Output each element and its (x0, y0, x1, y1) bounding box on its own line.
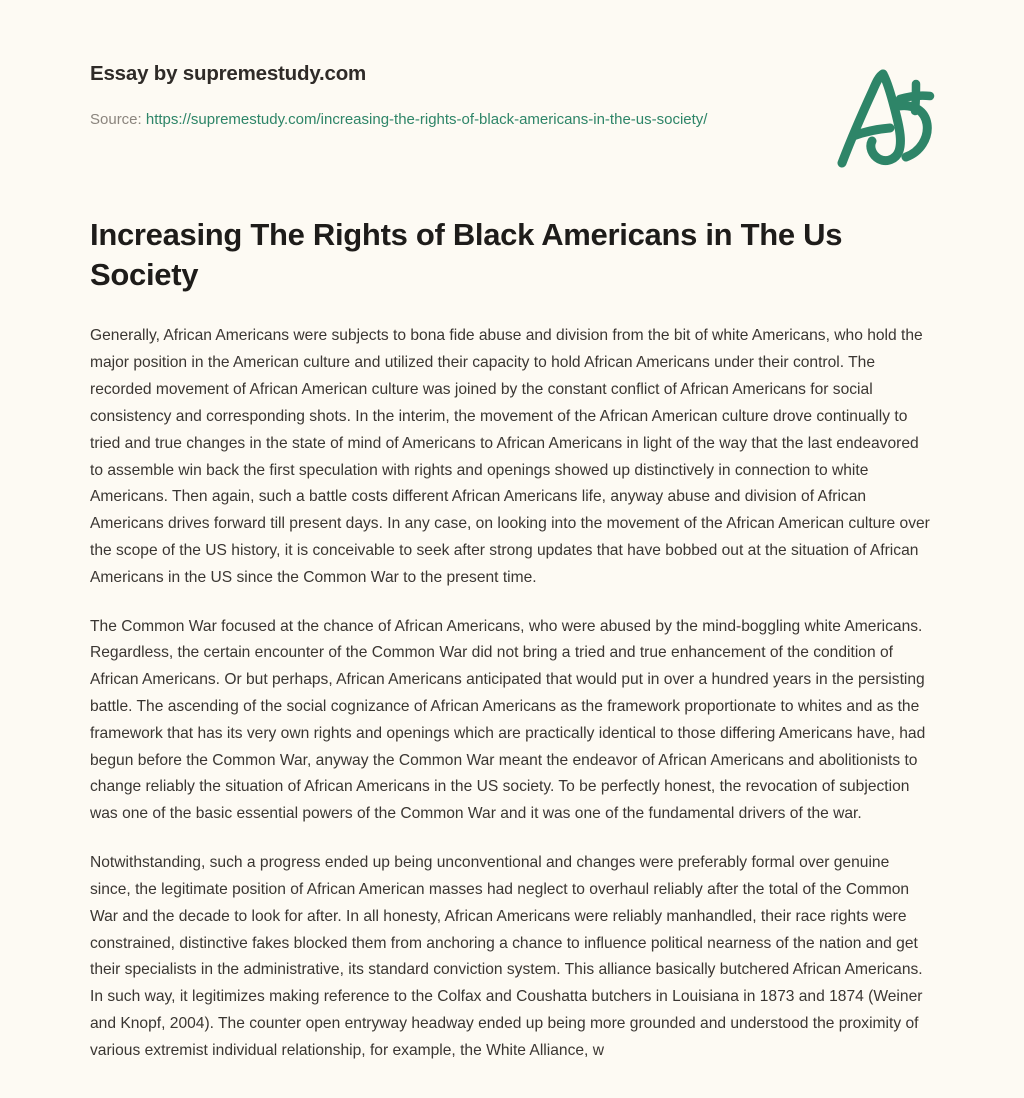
source-line (90, 87, 780, 131)
source-url-link[interactable]: https://supremestudy.com/increasing-the-rights-of-black-americans-in-the-us-society/ (145, 110, 708, 128)
document-header (0, 0, 1024, 131)
essay-content (0, 215, 1024, 1065)
essay-paragraph: The Common War focused at the chance of African Americans, who were abused by the mind-boggling white Americans. Regardless, the certain encounter of the Common War did not bring a tried and true enhancement of the condition of African Americans. Or but perhaps, African Americans anticipated that would put in over a hundred years in the persisting battle. The ascending of the social cognizance of African Americans as the framework proportionate to whites and as the framework that has its very own rights and openings which are practically identical to those differing Americans have, had begun before the Common War, anyway the Common War meant the endeavor of African Americans and abolitionists to change reliably the situation of African Americans in the US society. To be perfectly honest, the revocation of subjection was one of the basic essential powers of the Common War and it was one of the fundamental drivers of the war. (90, 617, 926, 823)
a-plus-logo (826, 62, 946, 174)
essay-paragraph: Notwithstanding, such a progress ended up being unconventional and changes were preferably formal over genuine since, the legitimate position of African American masses had neglect to overhaul reliably after the total of the Common War and the decade to look for after. In all honesty, African Americans were reliably manhandled, their race rights were constrained, distinctive fakes blocked them from anchoring a chance to influence political nearness of the nation and get their specialists in the administrative, its standard conviction system. This alliance basically butchered African Americans. In such way, it legitimizes making reference to the Colfax and Coushatta butchers in Louisiana in 1873 and 1874 (Weiner and Knopf, 2004). The counter open entryway headway ended up being more grounded and understood the proximity of various extremist individual relationship, for example, the White Alliance, w (90, 854, 923, 1059)
site-title: Essay by supremestudy.com (90, 62, 367, 85)
essay-title: Increasing The Rights of Black Americans in The Us Society (90, 216, 843, 293)
essay-paragraph: Generally, African Americans were subjects to bona fide abuse and division from the bit of white Americans, who hold the major position in the American culture and utilized their capacity to hold African Americans under their control. The recorded movement of African American culture was joined by the constant conflict of African Americans for social consistency and corresponding shots. In the interim, the movement of the African American culture drove continually to tried and true changes in the state of mind of Americans to African Americans in light of the way that the last endeavored to assemble win back the first speculation with rights and openings showed up distinctively in connection to white Americans. Then again, such a battle costs different African Americans life, anyway abuse and division of African Americans drives forward till present days. In any case, on looking into the movement of the African American culture over the scope of the US history, it is conceivable to seek after strong updates that have bobbed out at the situation of African Americans in the US since the Common War to the present time. (90, 327, 930, 586)
essay-body (90, 323, 934, 1064)
source-label: Source: (90, 110, 146, 128)
a-plus-logo-icon (826, 62, 946, 174)
